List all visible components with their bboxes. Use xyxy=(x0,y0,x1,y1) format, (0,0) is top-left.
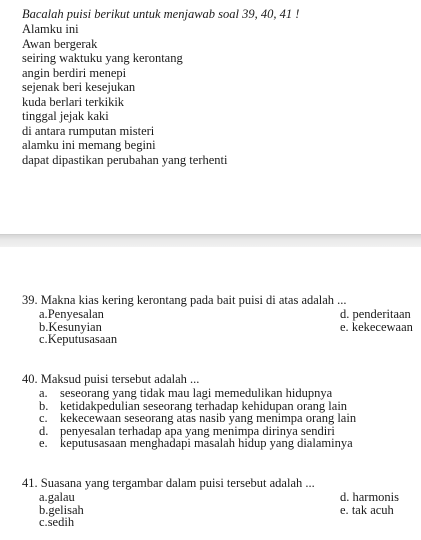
options-list xyxy=(39,387,414,450)
question-stem xyxy=(22,372,414,387)
question-text: Suasana yang tergambar dalam puisi tersebut adalah ... xyxy=(40,476,315,490)
option-b[interactable]: b. ketidakpedulian seseorang terhadap kehidupan orang lain xyxy=(39,398,348,413)
poem-line: angin berdiri menepi xyxy=(22,65,127,80)
question-text: Makna kias kering kerontang pada bait puisi di atas adalah ... xyxy=(40,293,347,307)
question-39 xyxy=(22,293,414,346)
option-e[interactable]: e. tak acuh xyxy=(340,502,394,517)
question-40 xyxy=(22,372,414,450)
option-a[interactable]: a. seseorang yang tidak mau lagi memedulikan hidupnya xyxy=(39,386,333,400)
question-text: Maksud puisi tersebut adalah ... xyxy=(40,372,200,386)
option-row xyxy=(39,516,414,529)
poem-line: sejenak beri kesejukan xyxy=(22,80,136,95)
option-row xyxy=(39,504,414,517)
option-d[interactable]: d. penderitaan xyxy=(340,307,411,321)
poem-line: alamku ini memang begini xyxy=(22,138,156,153)
instruction-text: Bacalah puisi berikut untuk menjawab soal 39, 40, 41 ! xyxy=(22,7,300,21)
option-e[interactable]: e. kekecewaan xyxy=(340,319,413,334)
poem-line: di antara rumputan misteri xyxy=(22,123,155,138)
poem-line: kuda berlari terkikik xyxy=(22,94,125,109)
question-stem xyxy=(22,293,414,308)
option-d[interactable]: d. penyesalan terhadap apa yang menimpa dirinya sendiri xyxy=(39,423,335,438)
poem-line: dapat dipastikan perubahan yang terhenti xyxy=(22,152,228,167)
options-grid xyxy=(39,491,414,529)
option-e[interactable]: e. keputusasaan menghadapi masalah hidup yang dialaminya xyxy=(39,436,353,451)
poem-line: Alamku ini xyxy=(22,22,79,36)
poem-line: seiring waktuku yang kerontang xyxy=(22,51,183,66)
question-number: 39. xyxy=(22,293,38,307)
option-a[interactable]: a.Penyesalan xyxy=(39,307,104,321)
section-divider xyxy=(0,234,421,247)
option-a[interactable]: a.galau xyxy=(39,490,75,504)
poem-lines xyxy=(22,22,227,167)
option-d[interactable]: d. harmonis xyxy=(340,490,400,504)
questions-section xyxy=(0,247,421,540)
question-41 xyxy=(22,476,414,529)
option-c[interactable]: c.Keputusasaan xyxy=(39,332,118,346)
poem-line: tinggal jejak kaki xyxy=(22,109,109,124)
option-b[interactable]: b.gelisah xyxy=(39,502,84,517)
option-c[interactable]: c.sedih xyxy=(39,515,75,529)
options-grid xyxy=(39,308,414,346)
option-row xyxy=(39,333,414,346)
option-b[interactable]: b.Kesunyian xyxy=(39,319,102,334)
poem-section xyxy=(0,0,421,233)
poem-line: Awan bergerak xyxy=(22,36,98,51)
option-c[interactable]: c. kekecewaan seseorang atas nasib yang menimpa orang lain xyxy=(39,411,357,426)
question-stem xyxy=(22,476,414,491)
question-number: 40. xyxy=(22,372,38,386)
question-number: 41. xyxy=(22,476,38,490)
